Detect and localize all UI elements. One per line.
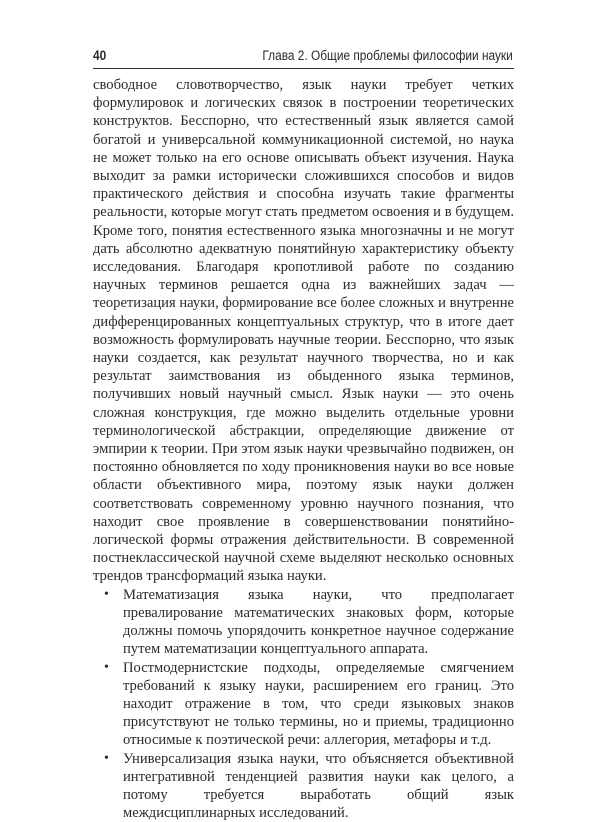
paragraph: свободное словотворчество, язык науки требует четких формулировок и логических связок в построении теоретических конструктов. Бесспорно, что естественный язык является самой богатой и универсальной коммуникационной системой, но наука не может только на его основе описывать объект изучения. Наука выходит за рамки исторически сложившихся способов и видов практического действия и способна изучать такие фрагменты реальности, которые могут стать предметом освоения и в будущем. Кроме того, понятия естественного языка многозначны и не могут дать абсолютно адекватную понятийную характеристику объекту исследования. Благодаря кропотливой работе по созданию научных терминов решается одна из важнейших задач — теоретизация науки, формирование все более сложных и внутренне дифференцированных концептуальных структур, что в итоге дает возможность формулировать научные теории. Бесспорно, что язык науки создается, как результат научного творчества, но и как результат заимствования из обыденного языка терминов, получивших новый научный смысл. Язык науки — это очень сложная конструкция, где можно выделить отдельные уровни терминологической абстракции, определяющие движение от эмпирии к теории. При этом язык науки чрезвычайно подвижен, он постоянно обновляется по ходу проникновения науки во все новые области объективного мира, поэтому язык науки должен соответствовать современному уровню научного познания, что находит свое проявление в совершенствовании понятийно-логической формы отражения действительности. В современной постнеклассической научной схеме выделяют несколько основных трендов трансформаций языка науки. xyxy=(93,77,514,585)
list-item-text: Математизация языка науки, что предполагает превалирование математических знаковых форм, которые должны помочь упорядочить конкретное научное содержание путем математизации концептуального аппарата. xyxy=(123,586,514,658)
page-number: 40 xyxy=(93,48,107,63)
bullet-icon: • xyxy=(104,750,109,766)
header-rule xyxy=(93,68,514,69)
list-item-text: Универсализация языка науки, что объясняется объективной интегративной тенденцией развития науки как целого, а потому требуется выработать общий язык междисциплинарных исследований. xyxy=(123,750,514,822)
bullet-icon: • xyxy=(104,586,109,602)
bullet-icon: • xyxy=(104,659,109,675)
list-item-text: Постмодернистские подходы, определяемые смягчением требований к языку науки, расширением его границ. Это находит отражение в том, что среди языковых знаков присутствуют не только термины, но и приемы, традиционно относимые к поэтической речи: аллегория, метафоры и т.д. xyxy=(123,659,514,749)
list-item xyxy=(93,586,514,659)
running-header xyxy=(93,48,513,66)
body-text xyxy=(93,76,514,822)
bullet-list xyxy=(93,586,514,822)
list-item xyxy=(93,750,514,822)
running-title: Глава 2. Общие проблемы философии науки xyxy=(262,48,513,63)
list-item xyxy=(93,659,514,750)
